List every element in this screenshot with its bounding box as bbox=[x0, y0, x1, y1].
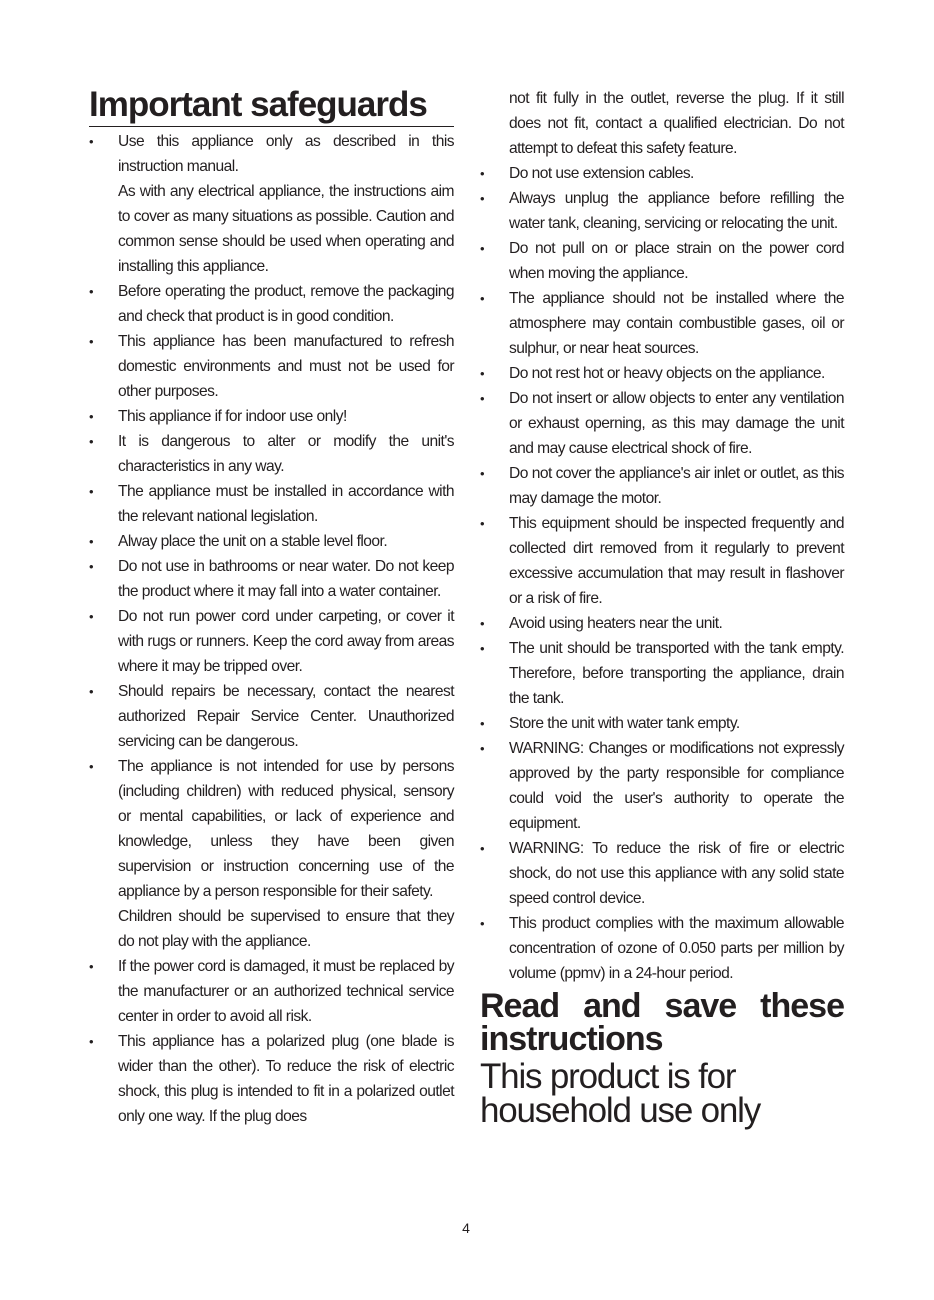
list-item: • Should repairs be necessary, contact the nearest authorized Repair Service Center. Unauthorized servicing can be dangerous. bbox=[89, 679, 454, 754]
list-item: • The appliance must be installed in accordance with the relevant national legislation. bbox=[89, 479, 454, 529]
list-item: • Do not pull on or place strain on the power cord when moving the appliance. bbox=[480, 236, 844, 286]
list-item: • Use this appliance only as described in this instruction manual. As with any electrical appliance, the instructions aim to cover as many situations as possible. Caution and common sense should be used when operating and installing this appliance. bbox=[89, 129, 454, 279]
list-item: • Store the unit with water tank empty. bbox=[480, 711, 844, 736]
safeguards-list-left bbox=[89, 129, 454, 1129]
read-heading-line-2: instructions bbox=[480, 1020, 663, 1058]
page-number: 4 bbox=[462, 1220, 470, 1236]
list-item: • Do not run power cord under carpeting, or cover it with rugs or runners. Keep the cord away from areas where it may be tripped over. bbox=[89, 604, 454, 679]
list-item: • This equipment should be inspected frequently and collected dirt removed from it regularly to prevent excessive accumulation that may result in flashover or a risk of fire. bbox=[480, 511, 844, 611]
list-item: • This product complies with the maximum allowable concentration of ozone of 0.050 parts per million by volume (ppmv) in a 24-hour period. bbox=[480, 911, 844, 986]
list-item: • Do not rest hot or heavy objects on the appliance. bbox=[480, 361, 844, 386]
safeguards-list-right bbox=[480, 161, 844, 986]
read-and-save-heading bbox=[480, 987, 844, 1058]
list-item: • Alway place the unit on a stable level floor. bbox=[89, 529, 454, 554]
read-heading-line-1: Read and save these bbox=[480, 987, 844, 1025]
right-column bbox=[480, 86, 844, 1128]
list-item: • This appliance has been manufactured to refresh domestic environments and must not be used for other purposes. bbox=[89, 329, 454, 404]
list-item: • Do not use extension cables. bbox=[480, 161, 844, 186]
list-item: • The appliance should not be installed where the atmosphere may contain combustible gases, oil or sulphur, or near heat sources. bbox=[480, 286, 844, 361]
left-column bbox=[89, 84, 454, 1129]
list-item: • WARNING: To reduce the risk of fire or electric shock, do not use this appliance with any solid state speed control device. bbox=[480, 836, 844, 911]
list-item: • This appliance if for indoor use only! bbox=[89, 404, 454, 429]
list-item: • It is dangerous to alter or modify the unit's characteristics in any way. bbox=[89, 429, 454, 479]
list-item: • Do not use in bathrooms or near water. Do not keep the product where it may fall into a water container. bbox=[89, 554, 454, 604]
list-item: • WARNING: Changes or modifications not expressly approved by the party responsible for compliance could void the user's authority to operate the equipment. bbox=[480, 736, 844, 836]
continuation-text: not fit fully in the outlet, reverse the plug. If it still does not fit, contact a qualified electrician. Do not attempt to defeat this safety feature. bbox=[509, 90, 844, 157]
list-item: • This appliance has a polarized plug (one blade is wider than the other). To reduce the risk of electric shock, this plug is intended to fit in a polarized outlet only one way. If the plug does bbox=[89, 1029, 454, 1129]
page-title: Important safeguards bbox=[89, 84, 454, 127]
list-item: • Avoid using heaters near the unit. bbox=[480, 611, 844, 636]
list-item: • Do not insert or allow objects to enter any ventilation or exhaust operning, as this may damage the unit and may cause electrical shock of fire. bbox=[480, 386, 844, 461]
household-use-heading: This product is for household use only bbox=[480, 1057, 761, 1130]
list-item: • Before operating the product, remove the packaging and check that product is in good condition. bbox=[89, 279, 454, 329]
list-item: • If the power cord is damaged, it must be replaced by the manufacturer or an authorized technical service center in order to avoid all risk. bbox=[89, 954, 454, 1029]
list-item: • The unit should be transported with the tank empty. Therefore, before transporting the appliance, drain the tank. bbox=[480, 636, 844, 711]
list-item: • Always unplug the appliance before refilling the water tank, cleaning, servicing or relocating the unit. bbox=[480, 186, 844, 236]
list-item: • The appliance is not intended for use by persons (including children) with reduced physical, sensory or mental capabilities, or lack of experience and knowledge, unless they have been given supervision or instruction concerning use of the appliance by a person responsible for their safety. Children should be supervised to ensure that they do not play with the appliance. bbox=[89, 754, 454, 954]
list-item: • Do not cover the appliance's air inlet or outlet, as this may damage the motor. bbox=[480, 461, 844, 511]
